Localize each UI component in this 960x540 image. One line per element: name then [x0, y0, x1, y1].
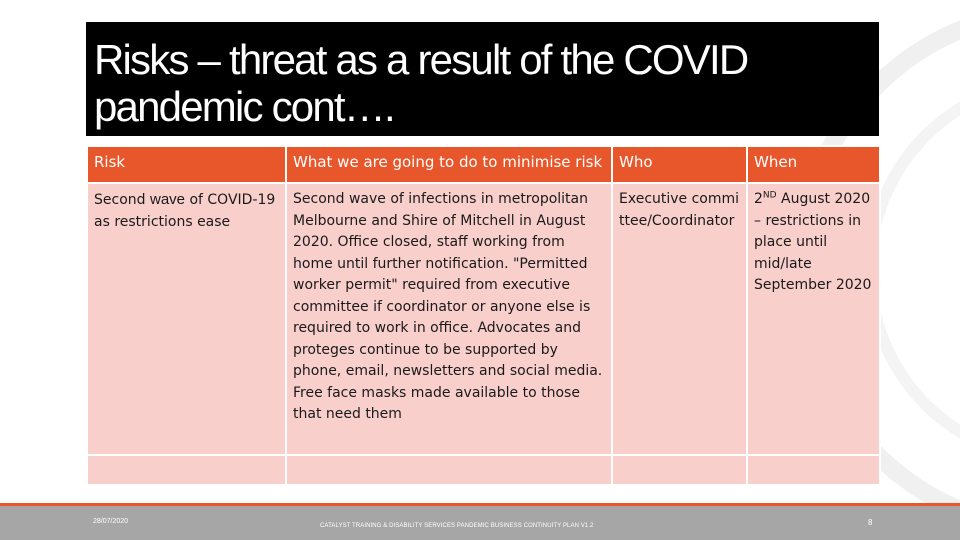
header-when: When [747, 146, 880, 183]
header-who: Who [612, 146, 747, 183]
empty-cell [87, 455, 286, 485]
risk-text-wave: wave [149, 191, 186, 208]
cell-who: Executive committee/Coordinator [612, 183, 747, 455]
footer-date: 28/07/2020 [93, 518, 129, 525]
table-row-empty [87, 455, 880, 485]
when-ordinal: ND [762, 190, 777, 201]
cell-risk [87, 183, 286, 455]
header-action: What we are going to do to minimise risk [286, 146, 612, 183]
table-row [87, 183, 880, 455]
table-header-row [87, 146, 880, 183]
footer-title: CATALYST TRAINING & DISABILITY SERVICES PANDEMIC BUSINESS CONTINUITY PLAN V1.2 [320, 523, 594, 529]
empty-cell [612, 455, 747, 485]
risk-text-start: Second [94, 192, 150, 208]
risk-text-end: of COVID-19 as restrictions ease [94, 192, 276, 230]
empty-cell [286, 455, 612, 485]
page-number: 8 [868, 518, 873, 527]
cell-action: Second wave of infections in metropolitan Melbourne and Shire of Mitchell in August 2020. Office closed, staff working from home until further notification. "Permitted worker permit" required from executive committee if coordinator or anyone else is required to work in office. Advocates and proteges continue to be supported by phone, email, newsletters and social media. Free face masks made available to those that need them [286, 183, 612, 455]
cell-when [747, 183, 880, 455]
when-rest: August 2020 – restrictions in place until mid/late September 2020 [754, 191, 872, 293]
empty-cell [747, 455, 880, 485]
footer-bar [0, 503, 960, 540]
when-day: 2 [754, 191, 763, 207]
risk-table [86, 145, 881, 486]
header-risk: Risk [87, 146, 286, 183]
slide-title: Risks – threat as a result of the COVID pandemic cont…. [86, 22, 879, 136]
